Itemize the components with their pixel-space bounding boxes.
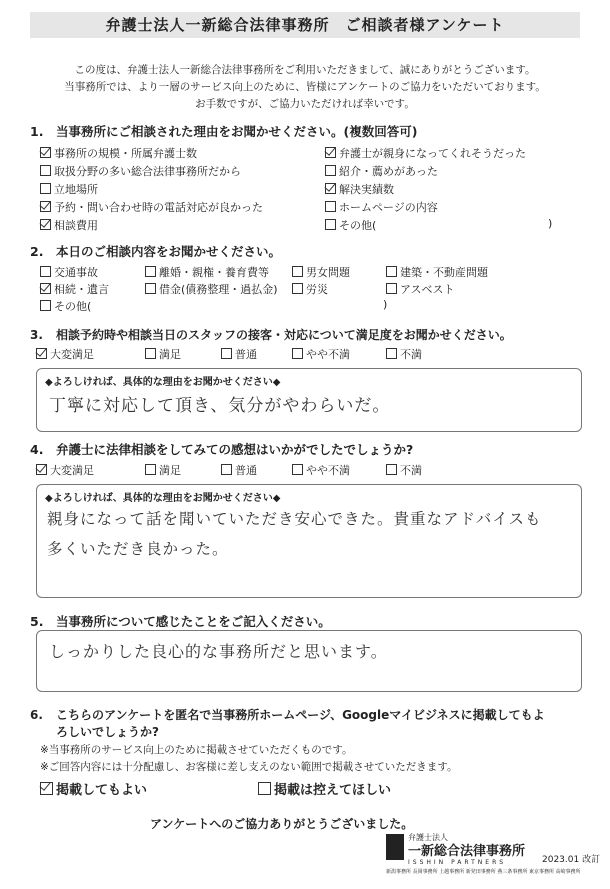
q4-option-somewhat-dissatisfied[interactable]: やや不満	[292, 462, 350, 478]
q6-option-publish-ok[interactable]: 掲載してもよい	[40, 779, 147, 798]
intro-line-3: お手数ですが、ご協力いただければ幸いです。	[195, 98, 415, 110]
q3-text: 相談予約時や相談当日のスタッフの接客・対応について満足度をお聞かせください。	[56, 328, 512, 342]
q2-option-divorce[interactable]: 離婚・親権・養育費等	[145, 264, 269, 280]
logo-small-text: 弁護士法人	[408, 833, 448, 842]
q2-option-debt[interactable]: 借金(債務整理・過払金)	[145, 281, 278, 297]
q3-option-very-satisfied[interactable]: 大変満足	[36, 346, 94, 362]
office-list: 新潟事務所 長岡事務所 上越事務所 新発田事務所 燕三条事務所 東京事務所 高崎事務所	[386, 869, 581, 875]
q1-option-location[interactable]: 立地場所	[40, 181, 98, 197]
checkbox[interactable]	[292, 464, 303, 475]
q4-heading	[30, 440, 413, 458]
checkbox-checked[interactable]	[40, 219, 51, 230]
q3-comment-label: ◆よろしければ、具体的な理由をお聞かせください◆	[45, 377, 281, 388]
q1-option-referral[interactable]: 紹介・薦めがあった	[325, 163, 438, 179]
q2-option-traffic[interactable]: 交通事故	[40, 264, 98, 280]
checkbox[interactable]	[386, 283, 397, 294]
revision-date: 2023.01 改訂	[542, 855, 601, 865]
q3-option-dissatisfied[interactable]: 不満	[386, 346, 422, 362]
q2-option-realestate[interactable]: 建築・不動産問題	[386, 264, 488, 280]
q5-comment-box[interactable]	[36, 630, 582, 692]
q6-text-line-2: ろしいでしょうか?	[56, 725, 159, 739]
q3-comment-box[interactable]	[36, 368, 582, 432]
q5-number: 5.	[30, 614, 44, 629]
q1-option-homepage[interactable]: ホームページの内容	[325, 199, 438, 215]
checkbox-checked[interactable]	[36, 464, 47, 475]
checkbox[interactable]	[386, 348, 397, 359]
checkbox[interactable]	[40, 266, 51, 277]
checkbox[interactable]	[386, 464, 397, 475]
checkbox[interactable]	[221, 348, 232, 359]
q2-number: 2.	[30, 244, 44, 259]
checkbox[interactable]	[145, 348, 156, 359]
checkbox[interactable]	[145, 464, 156, 475]
q4-option-very-satisfied[interactable]: 大変満足	[36, 462, 94, 478]
logo-firm-name: 一新総合法律事務所	[408, 844, 526, 859]
checkbox-checked[interactable]	[40, 782, 53, 795]
checkbox[interactable]	[386, 266, 397, 277]
q2-other-close-paren: )	[383, 298, 388, 311]
q1-option-other[interactable]: その他(	[325, 217, 376, 233]
q3-option-neutral[interactable]: 普通	[221, 346, 257, 362]
checkbox-checked[interactable]	[40, 147, 51, 158]
q1-option-caring[interactable]: 弁護士が親身になってくれそうだった	[325, 145, 526, 161]
checkbox[interactable]	[292, 266, 303, 277]
q4-comment-label: ◆よろしければ、具体的な理由をお聞かせください◆	[45, 493, 281, 504]
q6-note-1: ※当事務所のサービス向上のために掲載させていただくものです。	[40, 744, 353, 756]
firm-logo-mark	[386, 834, 404, 860]
q2-text: 本日のご相談内容をお聞かせください。	[56, 244, 282, 259]
intro-line-1: この度は、弁護士法人一新総合法律事務所をご利用いただきまして、誠にありがとうございます。	[74, 64, 536, 76]
checkbox[interactable]	[258, 782, 271, 795]
q3-option-somewhat-dissatisfied[interactable]: やや不満	[292, 346, 350, 362]
checkbox[interactable]	[292, 283, 303, 294]
q3-option-satisfied[interactable]: 満足	[145, 346, 181, 362]
q5-text: 当事務所について感じたことをご記入ください。	[56, 614, 331, 629]
q6-note-2: ※ご回答内容には十分配慮し、お客様に差し支えのない範囲で掲載させていただきます。	[40, 761, 458, 773]
checkbox[interactable]	[325, 165, 336, 176]
q1-option-fee[interactable]: 相談費用	[40, 217, 98, 233]
q2-option-labor[interactable]: 労災	[292, 281, 328, 297]
q1-option-phone[interactable]: 予約・問い合わせ時の電話対応が良かった	[40, 199, 263, 215]
checkbox[interactable]	[221, 464, 232, 475]
q2-option-relationship[interactable]: 男女問題	[292, 264, 350, 280]
q1-text: 当事務所にご相談された理由をお聞かせください。(複数回答可)	[56, 124, 418, 139]
q4-text: 弁護士に法律相談をしてみての感想はいかがでしたでしょうか?	[56, 442, 414, 457]
q4-option-neutral[interactable]: 普通	[221, 462, 257, 478]
q1-option-results[interactable]: 解決実績数	[325, 181, 394, 197]
checkbox[interactable]	[145, 266, 156, 277]
intro-line-2: 当事務所では、より一層のサービス向上のために、皆様にアンケートのご協力をいただいております。	[64, 81, 546, 93]
q1-heading	[30, 122, 417, 140]
checkbox[interactable]	[325, 201, 336, 212]
checkbox[interactable]	[292, 348, 303, 359]
q3-number: 3.	[30, 328, 43, 342]
q6-option-publish-decline[interactable]: 掲載は控えてほしい	[258, 779, 391, 798]
q1-number: 1.	[30, 124, 44, 139]
survey-title: 弁護士法人一新総合法律事務所 ご相談者様アンケート	[30, 12, 580, 38]
checkbox-checked[interactable]	[40, 283, 51, 294]
q3-handwritten-answer: 丁寧に対応して頂き、気分がやわらいだ。	[49, 396, 391, 416]
q2-heading	[30, 242, 281, 260]
q5-heading	[30, 612, 331, 630]
q2-option-asbestos[interactable]: アスベスト	[386, 281, 455, 297]
q5-handwritten-answer: しっかりした良心的な事務所だと思います。	[49, 642, 388, 661]
q1-option-fields[interactable]: 取扱分野の多い総合法律事務所だから	[40, 163, 241, 179]
checkbox[interactable]	[145, 283, 156, 294]
logo-english-name: ISSHIN PARTNERS	[408, 859, 507, 866]
checkbox-checked[interactable]	[325, 147, 336, 158]
q1-option-scale[interactable]: 事務所の規模・所属弁護士数	[40, 145, 197, 161]
checkbox[interactable]	[40, 165, 51, 176]
q2-option-inheritance[interactable]: 相続・遺言	[40, 281, 109, 297]
q4-option-dissatisfied[interactable]: 不満	[386, 462, 422, 478]
q4-option-satisfied[interactable]: 満足	[145, 462, 181, 478]
q4-number: 4.	[30, 442, 44, 457]
q6-number: 6.	[30, 708, 43, 722]
q2-option-other[interactable]: その他(	[40, 298, 91, 314]
checkbox[interactable]	[325, 219, 336, 230]
checkbox-checked[interactable]	[40, 201, 51, 212]
q4-handwritten-answer-line-1: 親身になって話を聞いていただき安心できた。貴重なアドバイスも	[47, 510, 542, 528]
q6-text-line-1: こちらのアンケートを匿名で当事務所ホームページ、Googleマイビジネスに掲載してもよ	[56, 708, 545, 722]
q4-comment-box[interactable]	[36, 484, 582, 598]
q6-heading	[30, 706, 545, 723]
checkbox[interactable]	[40, 183, 51, 194]
checkbox-checked[interactable]	[36, 348, 47, 359]
q1-other-close-paren: )	[548, 217, 553, 230]
checkbox[interactable]	[40, 300, 51, 311]
checkbox-checked[interactable]	[325, 183, 336, 194]
thanks-message: アンケートへのご協力ありがとうございました。	[150, 817, 414, 831]
q4-handwritten-answer-line-2: 多くいただき良かった。	[47, 540, 229, 558]
q3-heading	[30, 326, 512, 343]
